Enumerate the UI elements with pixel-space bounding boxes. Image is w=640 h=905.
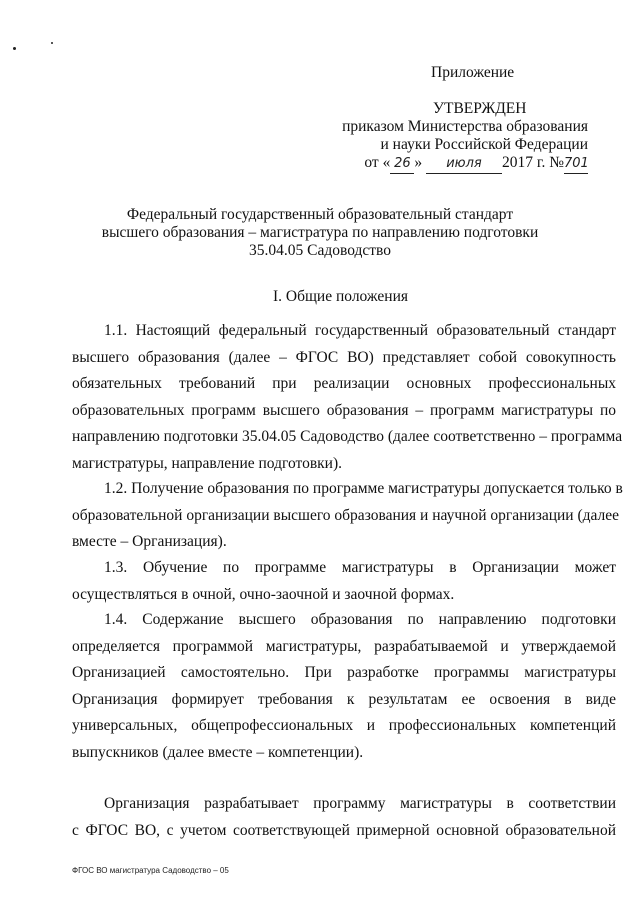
title-line-2: высшего образования – магистратура по направлению подготовки — [101, 224, 539, 241]
title-line-1: Федеральный государственный образовательный стандарт — [126, 206, 514, 223]
order-number-handwritten: 701 — [564, 155, 588, 174]
paragraph-line: 1.4. Содержание высшего образования по направлению подготовки — [104, 611, 616, 628]
date-prefix: от « — [364, 154, 391, 171]
paragraph-line: магистратуры, направление подготовки). — [72, 454, 343, 472]
paragraph-line: определяется программой магистратуры, разрабатываемой и утверждаемой — [72, 637, 616, 655]
paragraph-line: универсальных, общепрофессиональных и профессиональных компетенций — [72, 717, 616, 734]
scan-speck — [13, 47, 16, 50]
paragraph-1-4 — [72, 607, 616, 766]
approved-label: УТВЕРЖДЕН — [433, 100, 527, 117]
appendix-label: Приложение — [431, 64, 515, 81]
date-day-handwritten: 26 — [390, 155, 414, 174]
paragraph-line: с ФГОС ВО, с учетом соответствующей примерной основной образовательной — [72, 821, 616, 839]
date-month-handwritten: июля — [426, 155, 502, 174]
paragraph-line: 1.1. Настоящий федеральный государственный образовательный стандарт — [104, 322, 616, 339]
scan-speck — [51, 42, 53, 44]
paragraph-line: вместе – Организация). — [72, 533, 227, 550]
paragraph-line: образовательных программ высшего образования – программ магистратуры по — [72, 401, 616, 419]
paragraph-line: обязательных требований при реализации основных профессиональных — [72, 375, 616, 392]
paragraph-line: Организация формирует требования к результатам ее освоения в виде — [72, 690, 616, 708]
date-mid: » — [414, 154, 423, 171]
paragraph-line: выпускников (далее вместе – компетенции). — [72, 743, 364, 761]
paragraph-1-2 — [72, 476, 623, 556]
paragraph-line: осуществляться в очной, очно-заочной и заочной формах. — [72, 585, 455, 603]
order-line-2: и науки Российской Федерации — [380, 136, 588, 153]
paragraph-line: Организация разрабатывает программу магистратуры в соответствии — [104, 795, 616, 812]
paragraph-organization — [72, 791, 616, 844]
paragraph-line: 1.2. Получение образования по программе магистратуры допускается только в — [104, 480, 623, 497]
paragraph-1-3 — [72, 555, 616, 608]
paragraph-line: направлению подготовки 35.04.05 Садоводство (далее соответственно – программа — [72, 428, 623, 445]
order-line-1: приказом Министерства образования — [342, 118, 588, 135]
paragraph-line: Организацией самостоятельно. При разработке программы магистратуры — [72, 664, 616, 681]
order-date-line — [342, 154, 588, 174]
title-line-3: 35.04.05 Садоводство — [249, 242, 391, 259]
approval-order — [342, 118, 588, 174]
section-heading: I. Общие положения — [273, 288, 409, 305]
paragraph-line: образовательной организации высшего образования и научной организации (далее — [72, 506, 620, 524]
page-footer: ФГОС ВО магистратура Садоводство – 05 — [72, 866, 229, 875]
paragraph-line: 1.3. Обучение по программе магистратуры в Организации может — [104, 559, 616, 576]
paragraph-1-1 — [72, 318, 623, 477]
standard-title — [60, 206, 580, 260]
date-year: 2017 г. № — [501, 154, 564, 171]
paragraph-line: высшего образования (далее – ФГОС ВО) представляет собой совокупность — [72, 348, 616, 366]
